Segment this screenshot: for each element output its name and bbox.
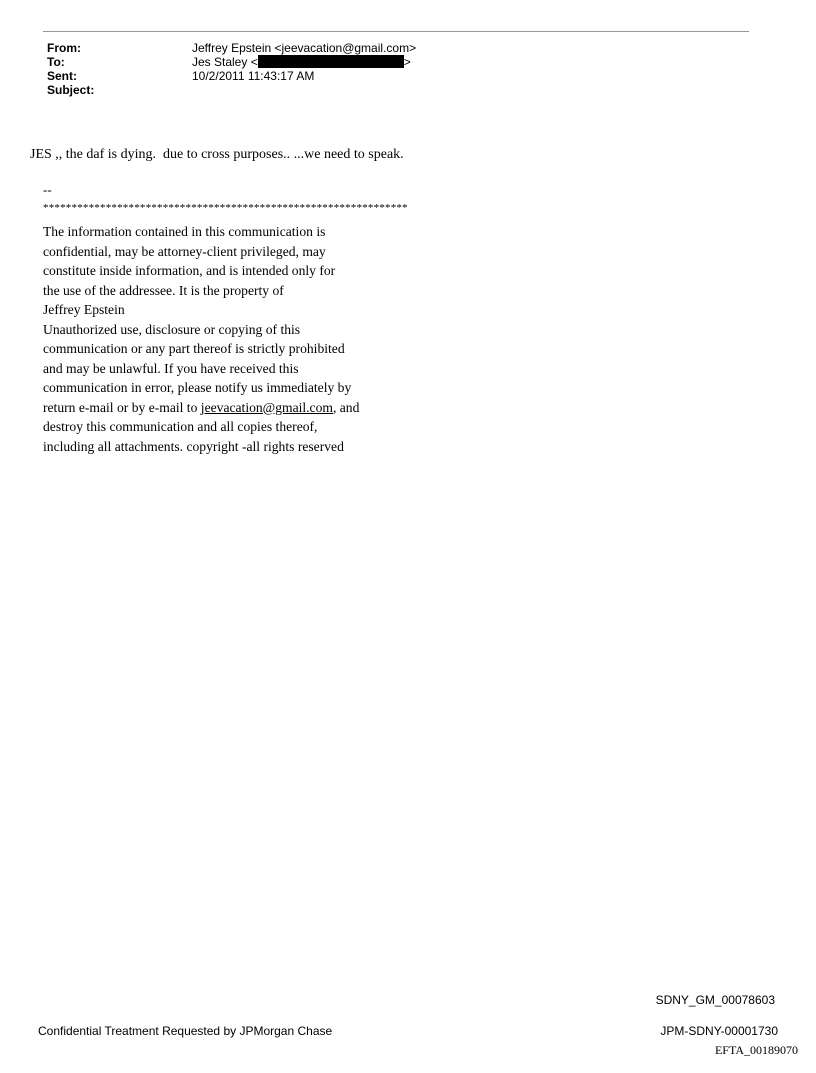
disclaimer-line: including all attachments. copyright -all rights reserved bbox=[43, 438, 344, 454]
to-row bbox=[47, 55, 416, 69]
sent-value: 10/2/2011 11:43:17 AM bbox=[192, 69, 315, 83]
efta-bates-number: EFTA_00189070 bbox=[714, 1043, 798, 1057]
signature-separator: -- bbox=[43, 182, 52, 197]
disclaimer-line: destroy this communication and all copies thereof, bbox=[43, 419, 318, 434]
to-prefix: Jes Staley < bbox=[192, 55, 258, 69]
disclaimer-line: constitute inside information, and is intended only for bbox=[43, 263, 336, 278]
to-suffix: > bbox=[403, 55, 411, 69]
redaction-block bbox=[258, 55, 404, 68]
sdny-bates-stamp: SDNY_GM_00078603 bbox=[655, 993, 775, 1007]
subject-row bbox=[47, 83, 416, 97]
from-row bbox=[47, 41, 416, 55]
sent-label: Sent: bbox=[47, 69, 77, 83]
confidential-treatment-notice: Confidential Treatment Requested by JPMorgan Chase bbox=[38, 1024, 333, 1038]
disclaimer-line: the use of the addressee. It is the property of bbox=[43, 282, 284, 298]
sent-row bbox=[47, 69, 416, 83]
from-label: From: bbox=[47, 41, 81, 55]
email-header bbox=[47, 41, 416, 97]
from-value: Jeffrey Epstein <jeevacation@gmail.com> bbox=[192, 41, 417, 55]
asterisk-divider: **************************************************************** bbox=[43, 202, 408, 214]
jpm-bates-number: JPM-SDNY-00001730 bbox=[660, 1024, 778, 1038]
subject-label: Subject: bbox=[47, 83, 95, 97]
email-link[interactable]: jeevacation@gmail.com bbox=[200, 399, 333, 415]
disclaimer-line: Unauthorized use, disclosure or copying of this bbox=[43, 321, 301, 337]
header-divider bbox=[43, 31, 749, 32]
disclaimer-line: confidential, may be attorney-client privileged, may bbox=[43, 243, 326, 259]
return-suffix: , and bbox=[332, 399, 360, 415]
confidentiality-disclaimer bbox=[43, 222, 443, 456]
to-label: To: bbox=[47, 55, 65, 69]
to-value bbox=[192, 55, 411, 69]
disclaimer-line: communication in error, please notify us immediately by bbox=[43, 380, 352, 395]
disclaimer-line-with-link bbox=[43, 398, 443, 418]
disclaimer-line: The information contained in this communication is bbox=[43, 224, 326, 239]
disclaimer-line: communication or any part thereof is strictly prohibited bbox=[43, 341, 345, 356]
disclaimer-line: Jeffrey Epstein bbox=[43, 302, 125, 317]
email-message: JES ,, the daf is dying. due to cross purposes.. ...we need to speak. bbox=[30, 147, 404, 162]
disclaimer-line: and may be unlawful. If you have received this bbox=[43, 360, 299, 376]
return-prefix: return e-mail or by e-mail to bbox=[43, 399, 201, 415]
